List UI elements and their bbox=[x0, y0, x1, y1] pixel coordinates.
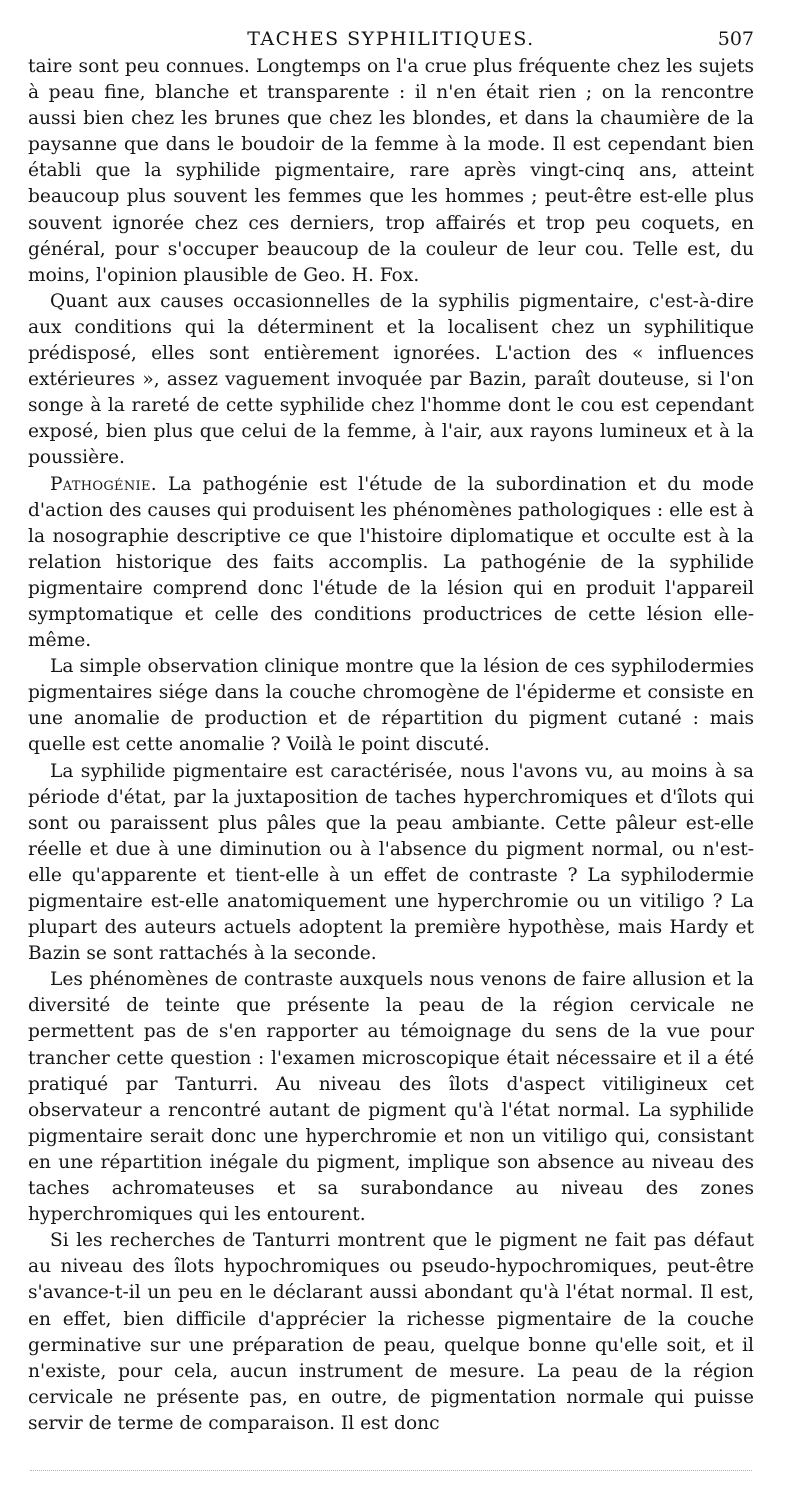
paragraph-causes: Quant aux causes occasionnelles de la syphilis pigmentaire, c'est-à-dire aux conditions qui la déterminent et la localisent chez un syphilitique prédisposé, elles sont entièrement ignorées. L'action des « influences extérieures », assez vaguement invoquée par Bazin, paraît douteuse, si l'on songe à la rareté de cette syphilide chez l'homme dont le cou est cependant exposé, bien plus que celui de la femme, à l'air, aux rayons lumineux et à la poussière. bbox=[28, 290, 754, 469]
paragraph-caracterisee: La syphilide pigmentaire est caractérisée, nous l'avons vu, au moins à sa période d'état, par la juxtaposition de taches hyperchromiques et d'îlots qui sont ou paraissent plus pâles que la peau ambiante. Cette pâleur est-elle réelle et due à une diminution ou à l'absence du pigment normal, ou n'est-elle qu'apparente et tient-elle à un effet de contraste ? La syphilodermie pigmentaire est-elle anatomiquement une hyperchromie ou un vitiligo ? La plupart des auteurs actuels adoptent la première hypothèse, mais Hardy et Bazin se sont rattachés à la seconde. bbox=[28, 760, 754, 965]
body-text bbox=[28, 54, 754, 1437]
running-header bbox=[28, 22, 754, 54]
section-heading-pathogenie: Pathogénie. bbox=[50, 473, 157, 495]
paragraph-tanturri: Si les recherches de Tanturri montrent que le pigment ne fait pas défaut au niveau des îlots hypochromiques ou pseudo-hypochromiques, peut-être s'avance-t-il un peu en le déclarant aussi abondant qu'à l'état normal. Il est, en effet, bien difficile d'apprécier la richesse pigmentaire de la couche germinative sur une préparation de peau, quelque bonne qu'elle soit, et il n'existe, pour cela, aucun instrument de mesure. La peau de la région cervicale ne présente pas, en outre, de pigmentation normale qui puisse servir de terme de comparaison. Il est donc bbox=[28, 1230, 754, 1434]
paragraph-contraste: Les phénomènes de contraste auxquels nous venons de faire allusion et la diversité de teinte que présente la peau de la région cervicale ne permettent pas de s'en rapporter au témoignage du sens de la vue pour trancher cette question : l'examen microscopique était nécessaire et il a été pratiqué par Tanturri. Au niveau des îlots d'aspect vitiligineux cet observateur a rencontré autant de pigment qu'à l'état normal. La syphilide pigmentaire serait donc une hyperchromie et non un vitiligo qui, consistant en une répartition inégale du pigment, implique son absence au niveau des taches achromateuses et sa surabondance au niveau des zones hyperchromiques qui les entourent. bbox=[28, 969, 754, 1226]
page-number: 507 bbox=[717, 28, 754, 50]
book-page bbox=[28, 22, 754, 1437]
paragraph-continuation: taire sont peu connues. Longtemps on l'a crue plus fréquente chez les sujets à peau fine, blanche et transparente : il n'en était rien ; on la rencontre aussi bien chez les brunes que chez les blondes, et dans la chaumière de la paysanne que dans le boudoir de la femme à la mode. Il est cependant bien établi que la syphilide pigmentaire, rare après vingt-cinq ans, atteint beaucoup plus souvent les femmes que les hommes ; peut-être est-elle plus souvent ignorée chez ces derniers, trop affairés et trop peu coquets, en général, pour s'occuper beaucoup de la couleur de leur cou. Telle est, du moins, l'opinion plausible de Geo. H. Fox. bbox=[28, 56, 754, 286]
footer-bleed-through bbox=[30, 1470, 752, 1471]
paragraph-pathogenie-text: La pathogénie est l'étude de la subordination et du mode d'action des causes qui produisent les phénomènes pathologiques : elle est à la nosographie descriptive ce que l'histoire diplomatique et occulte est à la relation historique des faits accomplis. La pathogénie de la syphilide pigmentaire comprend donc l'étude de la lésion qui en produit l'appareil symptomatique et celle des conditions productrices de cette lésion elle-même. bbox=[28, 473, 754, 652]
paragraph-pathogenie bbox=[28, 472, 754, 655]
running-title: TACHES SYPHILITIQUES. bbox=[247, 28, 535, 50]
paragraph-lesion: La simple observation clinique montre que la lésion de ces syphilodermies pigmentaires siége dans la couche chromogène de l'épiderme et consiste en une anomalie de production et de répartition du pigment cutané : mais quelle est cette anomalie ? Voilà le point discuté. bbox=[28, 656, 754, 756]
